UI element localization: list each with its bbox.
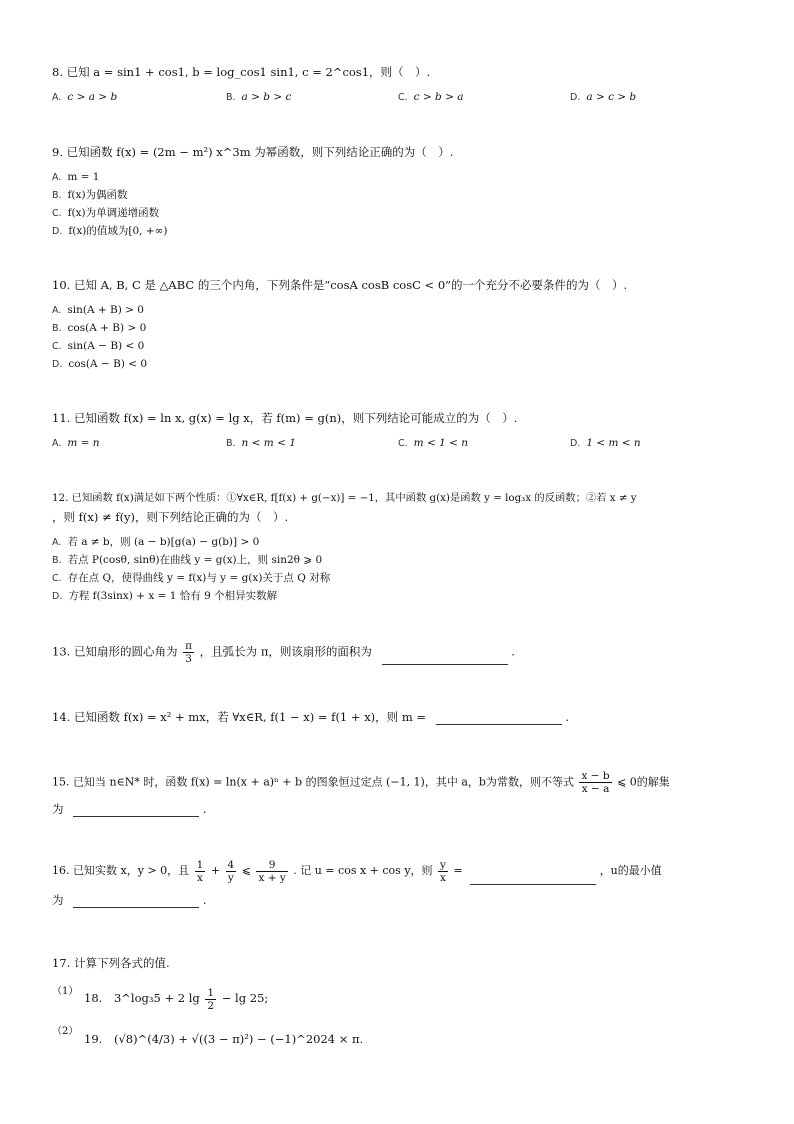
q12-option-a[interactable]: A. 若 a ≠ b，则 (a − b)[g(a) − g(b)] > 0 bbox=[52, 536, 260, 548]
q17-part2-expression: 19. (√8)^(4/3) + √((3 − π)²) − (−1)^2024 × π. bbox=[84, 1032, 364, 1046]
q9-option-b[interactable]: B. f(x)为偶函数 bbox=[52, 189, 128, 201]
q10-option-c[interactable]: C. sin(A − B) < 0 bbox=[52, 340, 145, 352]
q12-option-b[interactable]: B. 若点 P(cosθ, sinθ)在曲线 y = g(x)上，则 sin2θ ⩾ 0 bbox=[52, 554, 323, 566]
q16-answer-blank-1[interactable] bbox=[470, 872, 596, 885]
q9-option-d[interactable]: D. f(x)的值域为[0, +∞) bbox=[52, 225, 168, 237]
q14-answer-blank[interactable] bbox=[436, 712, 562, 725]
q8-option-d[interactable]: D. a > c > b bbox=[570, 91, 637, 103]
q17-part1-fraction: $\frac{1}{2}$ bbox=[207, 986, 215, 1012]
question-15-line1: 15. 已知当 n∈N* 时，函数 f(x) = ln(x + a)ⁿ + b 的图象恒过定点 (−1, 1)，其中 a，b为常数，则不等式 $\frac{x - b}{x - a}$ ⩽ 0的解集 bbox=[52, 770, 670, 795]
q17-part2-label: （2） bbox=[52, 1026, 79, 1037]
question-9-stem: 9. 已知函数 f(x) = (2m − m²) x^3m 为幂函数，则下列结论正确的为（ ）. bbox=[52, 145, 454, 159]
question-14: 14. 已知函数 f(x) = x² + mx，若 ∀x∈R, f(1 − x) = f(1 + x)，则 m = . bbox=[52, 710, 569, 724]
q16-fraction-2: $\frac{4}{y}$ bbox=[227, 858, 235, 884]
q11-option-a[interactable]: A. m = n bbox=[52, 437, 100, 449]
question-8-stem: 8. 已知 a = sin1 + cos1, b = log_cos1 sin1, c = 2^cos1，则（ ）. bbox=[52, 65, 431, 79]
q16-answer-blank-2[interactable] bbox=[73, 895, 199, 908]
q8-option-b[interactable]: B. a > b > c bbox=[226, 91, 292, 103]
q8-option-c[interactable]: C. c > b > a bbox=[398, 91, 464, 103]
question-16-line1: 16. 已知实数 x，y > 0，且 $\frac{1}{x}$ + $\frac{4}{y}$ ⩽ $\frac{9}{x + y}$ . 记 u = cos x + cos y，则 $\frac{y}{x}$ = ，u的最小值 bbox=[52, 858, 662, 884]
question-12-stem-line2: ，则 f(x) ≠ f(y)，则下列结论正确的为（ ）. bbox=[52, 510, 289, 524]
q16-fraction-3: $\frac{9}{x + y}$ bbox=[258, 858, 286, 884]
q10-option-b[interactable]: B. cos(A + B) > 0 bbox=[52, 322, 147, 334]
q11-option-b[interactable]: B. n < m < 1 bbox=[226, 437, 296, 449]
q15-fraction: $\frac{x - b}{x - a}$ bbox=[581, 770, 610, 795]
q12-option-c[interactable]: C. 存在点 Q，使得曲线 y = f(x)与 y = g(x)关于点 Q 对称 bbox=[52, 572, 331, 584]
q12-option-d[interactable]: D. 方程 f(3sinx) + x = 1 恰有 9 个相异实数解 bbox=[52, 590, 278, 602]
q15-answer-blank[interactable] bbox=[73, 804, 199, 817]
q13-fraction: $\frac{\pi}{3}$ bbox=[185, 640, 193, 665]
q10-option-a[interactable]: A. sin(A + B) > 0 bbox=[52, 304, 144, 316]
question-17-stem: 17. 计算下列各式的值. bbox=[52, 956, 170, 970]
question-12-stem-line1: 12. 已知函数 f(x)满足如下两个性质：①∀x∈R, f[f(x) + g(−x)] = −1，其中函数 g(x)是函数 y = log₃x 的反函数；②若 x ≠ y bbox=[52, 492, 637, 504]
q13-answer-blank[interactable] bbox=[382, 652, 508, 665]
q16-fraction-1: $\frac{1}{x}$ bbox=[196, 858, 204, 884]
q9-option-c[interactable]: C. f(x)为单调递增函数 bbox=[52, 207, 160, 219]
q17-part1-expression: 18. 3^log₃5 + 2 lg $\frac{1}{2}$ − lg 25; bbox=[84, 986, 269, 1012]
question-13: 13. 已知扇形的圆心角为 $\frac{\pi}{3}$ ，且弧长为 π，则该扇形的面积为 . bbox=[52, 640, 515, 665]
question-15-line2: 为 . bbox=[52, 802, 207, 816]
question-11-stem: 11. 已知函数 f(x) = ln x, g(x) = lg x，若 f(m) = g(n)，则下列结论可能成立的为（ ）. bbox=[52, 411, 518, 425]
q16-fraction-4: $\frac{y}{x}$ bbox=[440, 858, 446, 884]
q11-option-d[interactable]: D. 1 < m < n bbox=[570, 437, 641, 449]
q10-option-d[interactable]: D. cos(A − B) < 0 bbox=[52, 358, 148, 370]
question-10-stem: 10. 已知 A, B, C 是 △ABC 的三个内角，下列条件是“cosA cosB cosC < 0”的一个充分不必要条件的为（ ）. bbox=[52, 278, 628, 292]
q17-part1-label: （1） bbox=[52, 986, 79, 997]
question-16-line2: 为 . bbox=[52, 893, 207, 907]
q8-option-a[interactable]: A. c > a > b bbox=[52, 91, 118, 103]
q9-option-a[interactable]: A. m = 1 bbox=[52, 171, 100, 183]
q11-option-c[interactable]: C. m < 1 < n bbox=[398, 437, 469, 449]
